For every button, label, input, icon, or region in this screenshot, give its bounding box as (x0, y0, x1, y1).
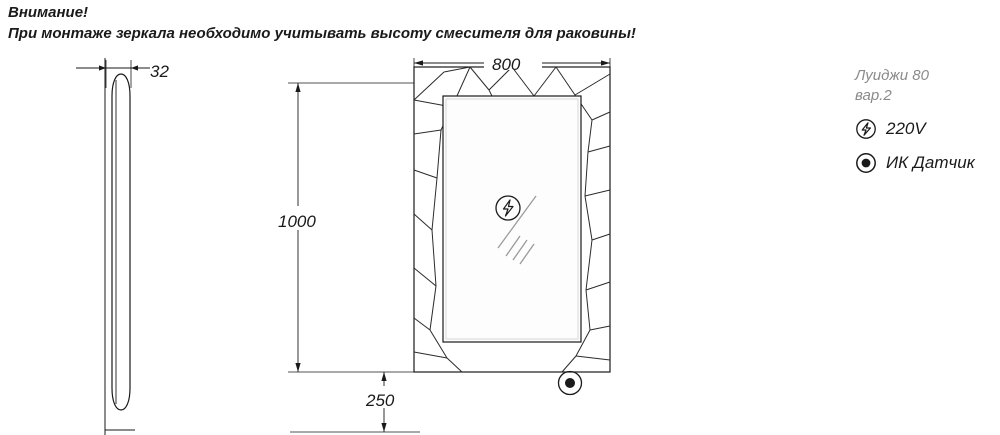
dimension-depth-label: 32 (150, 62, 169, 81)
dim-arrow-depth-right (131, 65, 138, 70)
side-view-profile (112, 74, 130, 410)
dim-arrow-bottom-top (381, 372, 386, 381)
legend-title-line-1: Луиджи 80 (855, 67, 929, 84)
legend-item-power-label: 220V (886, 119, 926, 138)
warning-line-2: При монтаже зеркала необходимо учитывать высоту смесителя для раковины! (8, 25, 636, 42)
ir-sensor-on-mirror (559, 372, 582, 395)
legend-title-line-2: вар.2 (855, 87, 892, 104)
legend (855, 66, 1000, 174)
dimension-width-label: 800 (492, 55, 521, 74)
warning-line-1: Внимание! (8, 4, 89, 21)
legend-item-sensor-label: ИК Датчик (886, 153, 975, 172)
dim-arrow-height-top (295, 83, 300, 92)
dim-arrow-width-left (414, 60, 423, 65)
dim-arrow-height-bottom (295, 363, 300, 372)
dim-arrow-bottom-bottom (381, 423, 386, 432)
dimension-height-label: 1000 (278, 212, 316, 231)
dim-arrow-width-right (601, 60, 610, 65)
ir-sensor-icon (855, 152, 877, 174)
lightning-circle-icon (855, 118, 877, 140)
dimension-bottom-offset-label: 250 (366, 391, 395, 410)
legend-item-sensor (855, 152, 1000, 174)
legend-item-power (855, 118, 1000, 140)
